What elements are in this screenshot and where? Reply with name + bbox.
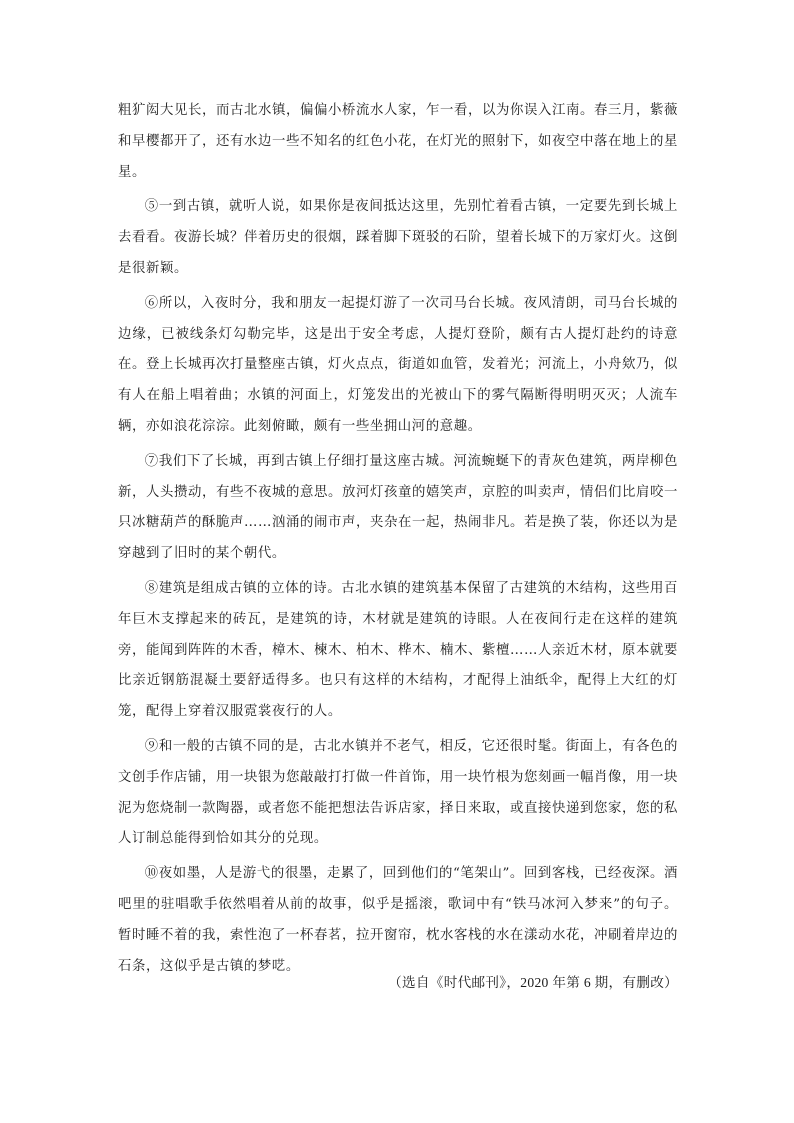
paragraph-6: ⑥所以，入夜时分，我和朋友一起提灯游了一次司马台长城。夜风清朗，司马台长城的边缘，已被线条灯勾勒完毕，这是出于安全考虑，人提灯登阶，颇有古人提灯赴约的诗意在。登上长城再次打量整座古镇，灯火点点，街道如血管，发着光；河流上，小舟欸乃，似有人在船上唱着曲；水镇的河面上，灯笼发出的光被山下的雾气隔断得明明灭灭；人流车辆，亦如浪花淙淙。此刻俯瞰，颇有一些坐拥山河的意趣。 [118,295,678,434]
paragraph-continued: 粗犷闳大见长，而古北水镇，偏偏小桥流水人家，乍一看，以为你误入江南。春三月，紫薇和早樱都开了，还有水边一些不知名的红色小花，在灯光的照射下，如夜空中落在地上的星星。 [118,103,678,180]
paragraph-5: ⑤一到古镇，就听人说，如果你是夜间抵达这里，先别忙着看古镇，一定要先到长城上去看看。夜游长城？伴着历史的很烟，踩着脚下斑驳的石阶，望着长城下的万家灯火。这倒是很新颖。 [118,199,678,276]
paragraph-8: ⑧建筑是组成古镇的立体的诗。古北水镇的建筑基本保留了古建筑的木结构，这些用百年巨木支撑起来的砖瓦，是建筑的诗，木材就是建筑的诗眼。人在夜间行走在这样的建筑旁，能闻到阵阵的木香，樟木、楝木、柏木、桦木、楠木、紫檀……人亲近木材，原本就要比亲近钢筋混凝土要舒适得多。也只有这样的木结构，才配得上油纸伞，配得上大红的灯笼，配得上穿着汉服霓裳夜行的人。 [118,580,678,720]
paragraph-10: ⑩夜如墨，人是游弋的很墨，走累了，回到他们的“笔架山”。回到客栈，已经夜深。酒吧里的驻唱歌手依然唱着从前的故事，似乎是摇滚，歌词中有“铁马冰河入梦来”的句子。暂时睡不着的我，索性泡了一杯春茗，拉开窗帘，枕水客栈的水在漾动水花，冲刷着岸边的石条，这似乎是古镇的梦呓。 [118,866,678,974]
paragraph-7: ⑦我们下了长城，再到古镇上仔细打量这座古城。河流蜿蜒下的青灰色建筑，两岸柳色新，人头攒动，有些不夜城的意思。放河灯孩童的嬉笑声，京腔的叫卖声，情侣们比肩咬一只冰糖葫芦的酥脆声……汹涌的闹市声，夹杂在一起，热闹非凡。若是换了装，你还以为是穿越到了旧时的某个朝代。 [118,453,678,562]
article-body [118,96,678,986]
source-citation: （选自《时代邮刊》，2020 年第 6 期，有删改） [388,975,678,990]
paragraph-9: ⑨和一般的古镇不同的是，古北水镇并不老气，相反，它还很时髦。街面上，有各色的文创手作店铺，用一块银为您敲敲打打做一件首饰，用一块竹根为您刻画一幅肖像，用一块泥为您烧制一款陶器，或者您不能把想法告诉店家，择日来取，或直接快递到您家，您的私人订制总能得到恰如其分的兑现。 [118,738,678,847]
